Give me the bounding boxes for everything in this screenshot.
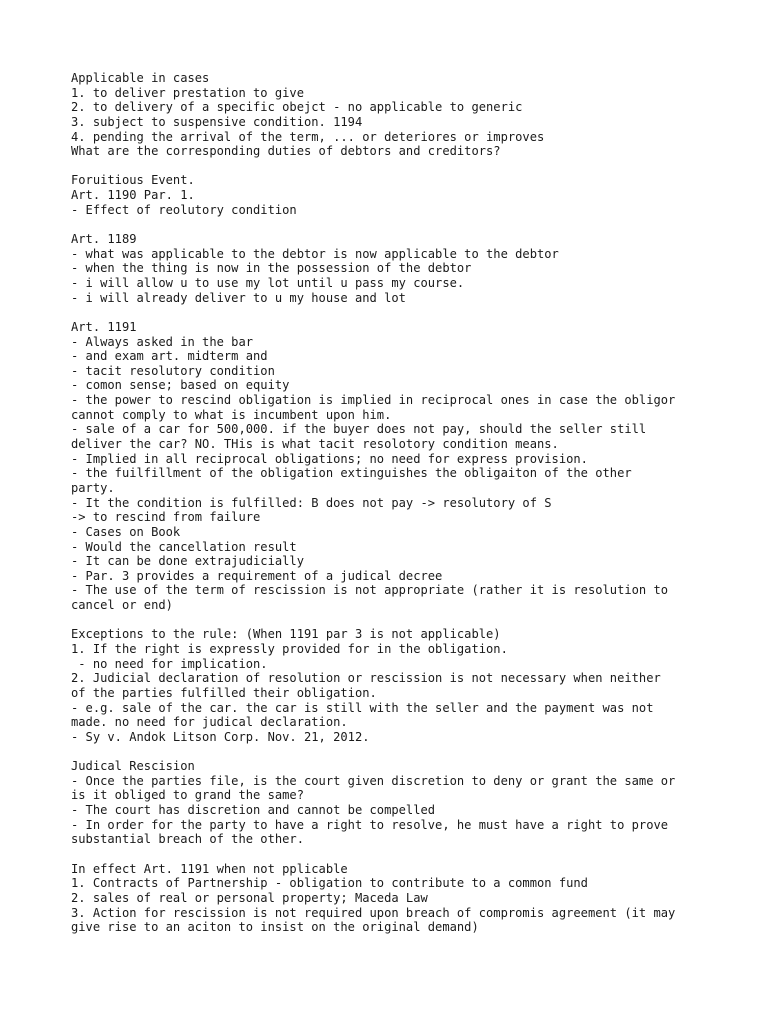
- document-line: substantial breach of the other.: [71, 832, 304, 847]
- document-line: 3. Action for rescission is not required upon breach of compromis agreement (it may: [71, 905, 676, 920]
- document-line: cancel or end): [71, 598, 173, 613]
- document-line: 2. Judicial declaration of resolution or rescission is not necessary when neither: [71, 671, 661, 686]
- document-line: - sale of a car for 500,000. if the buyer does not pay, should the seller still: [71, 422, 647, 437]
- document-line: Judical Rescision: [71, 759, 195, 774]
- document-line: - The use of the term of rescission is not appropriate (rather it is resolution to: [71, 583, 669, 598]
- document-line: - Effect of reolutory condition: [71, 202, 297, 217]
- document-line: 2. to delivery of a specific obejct - no applicable to generic: [71, 100, 523, 115]
- document-line: In effect Art. 1191 when not pplicable: [71, 861, 348, 876]
- document-line: - e.g. sale of the car. the car is still with the seller and the payment was not: [71, 700, 654, 715]
- document-line: - Implied in all reciprocal obligations; no need for express provision.: [71, 451, 588, 466]
- document-line: - the power to rescind obligation is implied in reciprocal ones in case the obligor: [71, 393, 676, 408]
- document-line: is it obliged to grand the same?: [71, 788, 304, 803]
- document-line: - what was applicable to the debtor is now applicable to the debtor: [71, 246, 559, 261]
- document-line: - The court has discretion and cannot be compelled: [71, 803, 436, 818]
- document-line: 1. Contracts of Partnership - obligation to contribute to a common fund: [71, 876, 588, 891]
- document-line: Applicable in cases: [71, 71, 210, 85]
- document-line: - Once the parties file, is the court given discretion to deny or grant the same or: [71, 773, 676, 788]
- document-line: - and exam art. midterm and: [71, 349, 268, 364]
- document-line: Exceptions to the rule: (When 1191 par 3 is not applicable): [71, 627, 501, 642]
- document-line: made. no need for judical declaration.: [71, 715, 348, 730]
- document-line: - Would the cancellation result: [71, 539, 297, 554]
- document-line: - tacit resolutory condition: [71, 363, 275, 378]
- document-line: - In order for the party to have a right to resolve, he must have a right to prove: [71, 817, 669, 832]
- document-line: deliver the car? NO. THis is what tacit resolotory condition means.: [71, 437, 559, 452]
- document-line: 4. pending the arrival of the term, ... or deteriores or improves: [71, 129, 545, 144]
- document-line: - Always asked in the bar: [71, 334, 254, 349]
- document-line: Art. 1190 Par. 1.: [71, 188, 195, 203]
- document-line: - It the condition is fulfilled: B does not pay -> resolutory of S: [71, 495, 552, 510]
- document-line: - It can be done extrajudicially: [71, 554, 304, 569]
- document-line: give rise to an aciton to insist on the original demand): [71, 920, 479, 935]
- document-line: Art. 1191: [71, 319, 137, 334]
- document-line: 1. If the right is expressly provided for in the obligation.: [71, 641, 508, 656]
- document-line: 1. to deliver prestation to give: [71, 85, 304, 100]
- document-line: cannot comply to what is incumbent upon him.: [71, 407, 392, 422]
- document-line: - Par. 3 provides a requirement of a judical decree: [71, 568, 443, 583]
- document-line: - the fuilfillment of the obligation extinguishes the obligaiton of the other: [71, 466, 632, 481]
- document-line: [71, 744, 708, 759]
- document-line: - Sy v. Andok Litson Corp. Nov. 21, 2012.: [71, 729, 370, 744]
- document-line: 3. subject to suspensive condition. 1194: [71, 114, 363, 129]
- document-line: party.: [71, 480, 115, 495]
- document-line: of the parties fulfilled their obligation.: [71, 685, 377, 700]
- document-line: 2. sales of real or personal property; Maceda Law: [71, 890, 428, 905]
- document-line: [71, 217, 708, 232]
- document-line: [71, 847, 708, 862]
- document-line: -> to rescind from failure: [71, 510, 261, 525]
- document-line: - i will allow u to use my lot until u pass my course.: [71, 275, 465, 290]
- document-line: - no need for implication.: [71, 656, 268, 671]
- document-line: [71, 305, 708, 320]
- document-line: - i will already deliver to u my house and lot: [71, 290, 406, 305]
- document-line: What are the corresponding duties of debtors and creditors?: [71, 144, 501, 159]
- document-line: - Cases on Book: [71, 524, 181, 539]
- document-line: Art. 1189: [71, 232, 137, 247]
- document-line: [71, 613, 708, 628]
- document-body: [71, 71, 708, 935]
- document-line: Foruitious Event.: [71, 173, 195, 188]
- document-line: [71, 159, 708, 174]
- document-line: - comon sense; based on equity: [71, 378, 290, 393]
- document-line: - when the thing is now in the possession of the debtor: [71, 261, 472, 276]
